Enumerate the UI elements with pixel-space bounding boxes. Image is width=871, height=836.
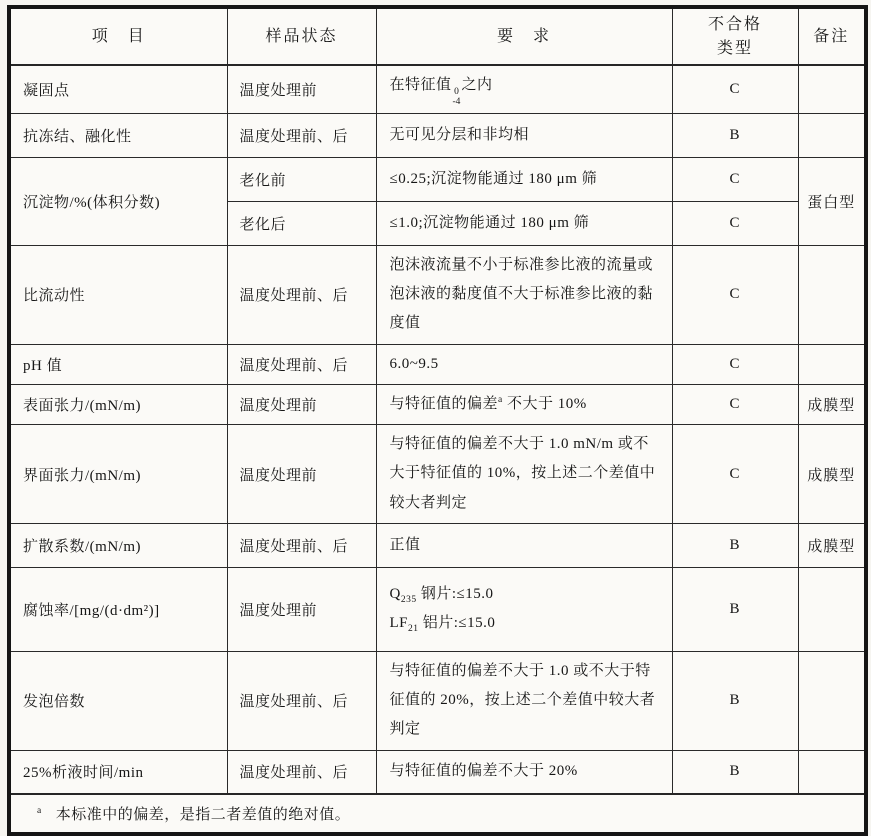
requirement-cell: 6.0~9.5: [376, 344, 672, 384]
sample-state-cell: 温度处理前: [227, 425, 376, 524]
header-nonconforming-type-line1: 不合格: [707, 15, 762, 33]
item-cell: pH 值: [9, 344, 227, 384]
table-body: [9, 65, 866, 794]
nonconforming-type-cell: B: [672, 651, 798, 750]
nonconforming-type-cell: B: [672, 523, 798, 567]
table-row: [9, 113, 866, 157]
remark-cell: [798, 567, 866, 651]
footnote-text: 本标准中的偏差，是指二者差值的绝对值。: [55, 807, 351, 824]
footnote-cell: [9, 794, 866, 834]
table-row: [9, 245, 866, 344]
nonconforming-type-cell: C: [672, 201, 798, 245]
requirement-cell: ≤1.0;沉淀物能通过 180 μm 筛: [376, 201, 672, 245]
conformity-table: [7, 5, 868, 836]
remark-cell: 成膜型: [798, 523, 866, 567]
item-cell: 25%析液时间/min: [9, 750, 227, 794]
sample-state-cell: 温度处理前、后: [227, 651, 376, 750]
nonconforming-type-cell: C: [672, 65, 798, 113]
item-cell: 发泡倍数: [9, 651, 227, 750]
table-row: [9, 523, 866, 567]
nonconforming-type-cell: B: [672, 750, 798, 794]
requirement-cell: 与特征值的偏差不大于 1.0 mN/m 或不大于特征值的 10%，按上述二个差值中较大者判定: [376, 425, 672, 524]
item-cell: 凝固点: [9, 65, 227, 113]
sample-state-cell: 温度处理前: [227, 65, 376, 113]
remark-cell: [798, 750, 866, 794]
nonconforming-type-cell: C: [672, 245, 798, 344]
item-cell: 比流动性: [9, 245, 227, 344]
table-row: [9, 750, 866, 794]
nonconforming-type-cell: B: [672, 567, 798, 651]
requirement-cell: 在特征值 0 -4 之内: [376, 65, 672, 113]
item-cell: 沉淀物/%(体积分数): [9, 157, 227, 245]
requirement-cell: 与特征值的偏差不大于 20%: [376, 750, 672, 794]
table-row: [9, 65, 866, 113]
nonconforming-type-cell: B: [672, 113, 798, 157]
header-nonconforming-type: [672, 7, 798, 65]
table-row: [9, 384, 866, 424]
tolerance-stack: 0 -4: [452, 87, 461, 108]
table-row: [9, 425, 866, 524]
remark-cell: [798, 344, 866, 384]
remark-cell: [798, 113, 866, 157]
item-cell: 表面张力/(mN/m): [9, 384, 227, 424]
footnote-row: [9, 794, 866, 834]
requirement-cell: 泡沫液流量不小于标准参比液的流量或泡沫液的黏度值不大于标准参比液的黏度值: [376, 245, 672, 344]
table-row: [9, 344, 866, 384]
header-sample-state: 样品状态: [227, 7, 376, 65]
sample-state-cell: 温度处理前、后: [227, 523, 376, 567]
table-row: [9, 651, 866, 750]
item-cell: 腐蚀率/[mg/(d·dm²)]: [9, 567, 227, 651]
requirement-cell: ≤0.25;沉淀物能通过 180 μm 筛: [376, 157, 672, 201]
remark-cell: [798, 245, 866, 344]
remark-cell: [798, 65, 866, 113]
sample-state-cell: 老化后: [227, 201, 376, 245]
sample-state-cell: 温度处理前、后: [227, 113, 376, 157]
header-nonconforming-type-line2: 类型: [716, 39, 753, 57]
item-cell: 界面张力/(mN/m): [9, 425, 227, 524]
requirement-cell: 与特征值的偏差不大于 1.0 或不大于特征值的 20%，按上述二个差值中较大者判定: [376, 651, 672, 750]
header-item: 项 目: [9, 7, 227, 65]
footnote-marker: a: [37, 806, 42, 817]
nonconforming-type-cell: C: [672, 384, 798, 424]
table-row: [9, 567, 866, 651]
item-cell: 抗冻结、融化性: [9, 113, 227, 157]
remark-cell: [798, 651, 866, 750]
sample-state-cell: 老化前: [227, 157, 376, 201]
remark-cell: 成膜型: [798, 384, 866, 424]
sample-state-cell: 温度处理前、后: [227, 245, 376, 344]
remark-cell: 成膜型: [798, 425, 866, 524]
table-row: [9, 157, 866, 201]
sample-state-cell: 温度处理前、后: [227, 344, 376, 384]
nonconforming-type-cell: C: [672, 425, 798, 524]
remark-cell: 蛋白型: [798, 157, 866, 245]
header-row: [9, 7, 866, 65]
sample-state-cell: 温度处理前、后: [227, 750, 376, 794]
nonconforming-type-cell: C: [672, 157, 798, 201]
requirement-cell: 与特征值的偏差$^a$ 不大于 10%: [376, 384, 672, 424]
item-cell: 扩散系数/(mN/m): [9, 523, 227, 567]
sample-state-cell: 温度处理前: [227, 384, 376, 424]
requirement-cell: 无可见分层和非均相: [376, 113, 672, 157]
requirement-cell: $Q_{235}$ 钢片:≤15.0 $LF_{21}$ 铝片:≤15.0: [376, 567, 672, 651]
nonconforming-type-cell: C: [672, 344, 798, 384]
header-remark: 备注: [798, 7, 866, 65]
header-requirement: 要 求: [376, 7, 672, 65]
sample-state-cell: 温度处理前: [227, 567, 376, 651]
requirement-cell: 正值: [376, 523, 672, 567]
